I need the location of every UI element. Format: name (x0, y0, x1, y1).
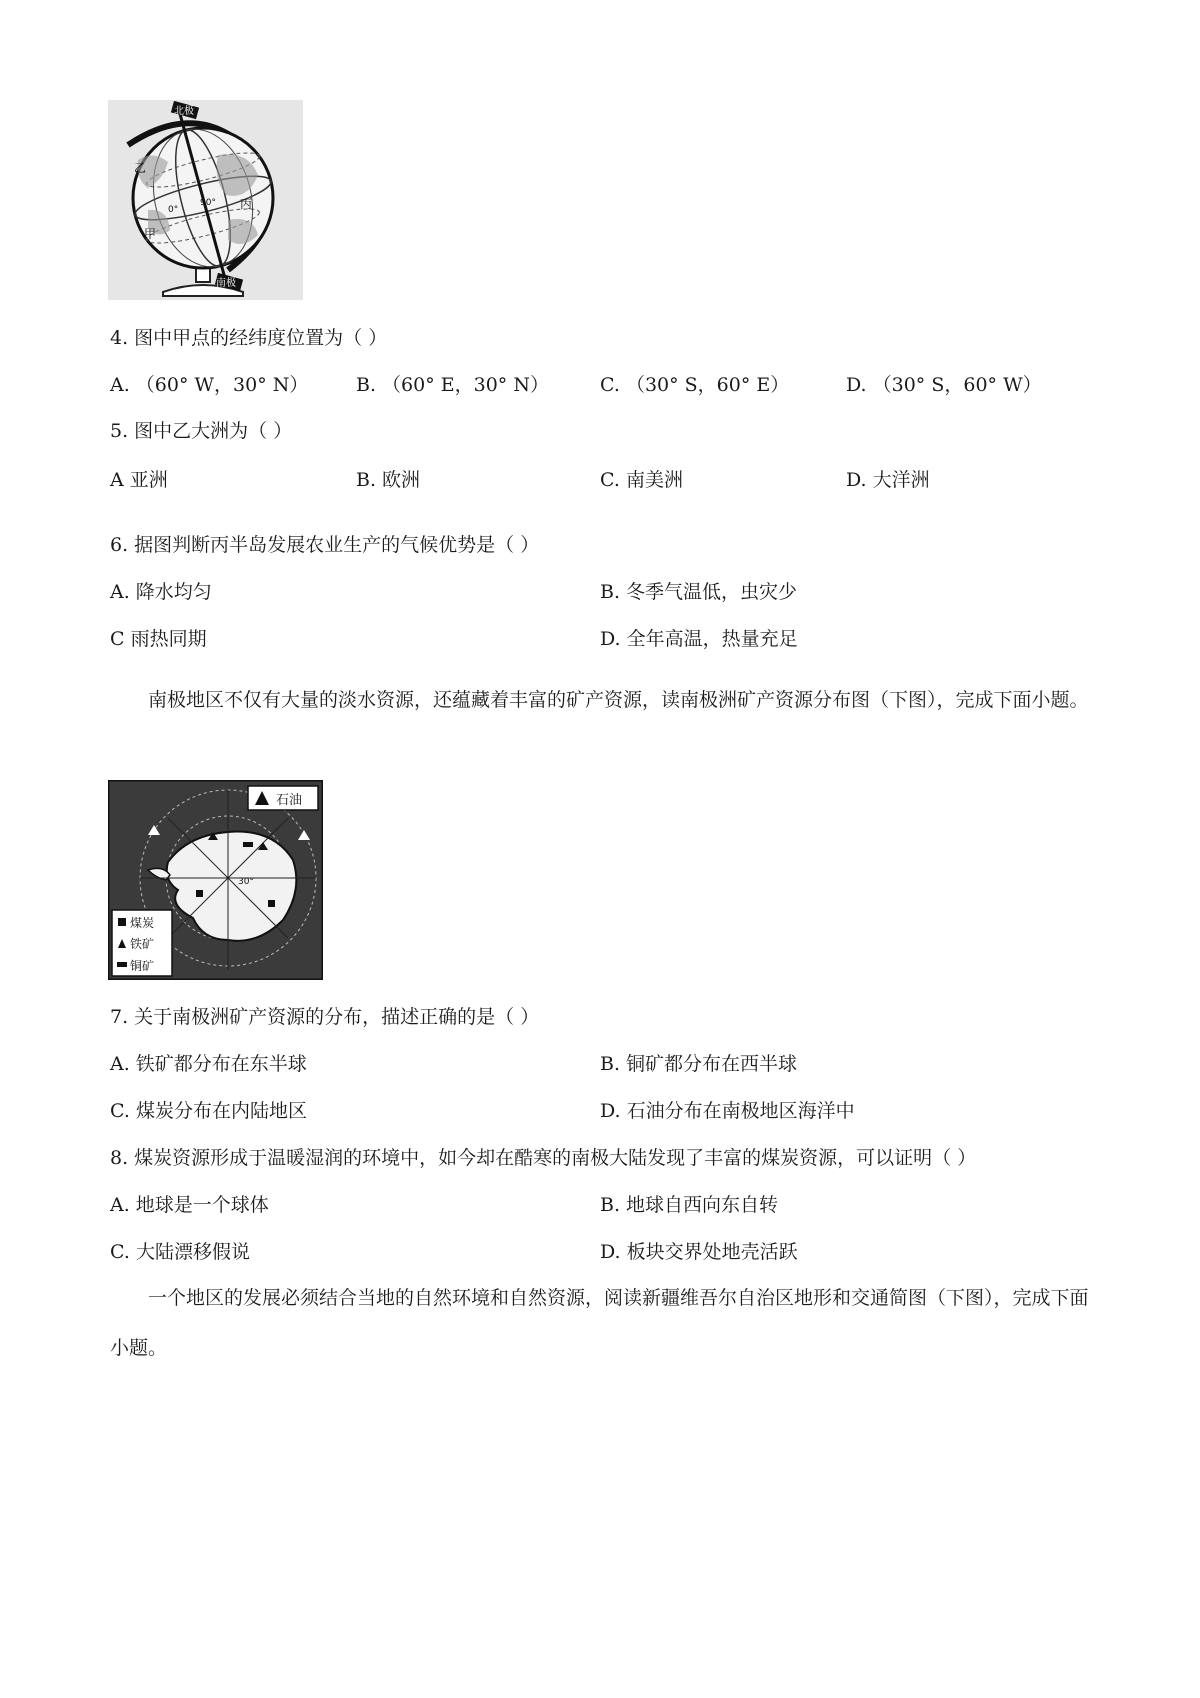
q6-stem: 6. 据图判断丙半岛发展农业生产的气候优势是（ ） (110, 534, 540, 556)
q8-option-c: C. 大陆漂移假说 (110, 1241, 250, 1263)
q6-option-d: D. 全年高温，热量充足 (600, 628, 798, 650)
q7-option-c: C. 煤炭分布在内陆地区 (110, 1100, 307, 1122)
legend-iron-label: 铁矿 (130, 937, 155, 951)
q7-option-d: D. 石油分布在南极地区海洋中 (600, 1100, 855, 1122)
q6-option-a: A. 降水均匀 (110, 581, 212, 603)
q5-option-a: A 亚洲 (110, 469, 168, 491)
north-pole-label: 北极 (174, 106, 194, 117)
label-yi: 乙 (134, 161, 147, 175)
q8-option-b: B. 地球自西向东自转 (600, 1194, 779, 1216)
intro-antarctica: 南极地区不仅有大量的淡水资源，还蕴藏着丰富的矿产资源，读南极洲矿产资源分布图（下图），完成下面小题。 (148, 689, 1089, 711)
q4-option-b: B. （60° E，30° N） (356, 374, 549, 396)
q5-stem: 5. 图中乙大洲为（ ） (110, 420, 293, 442)
label-0: 0° (168, 205, 179, 215)
legend-coal-label: 煤炭 (130, 916, 155, 930)
q8-option-d: D. 板块交界处地壳活跃 (600, 1241, 798, 1263)
q7-option-a: A. 铁矿都分布在东半球 (110, 1053, 307, 1075)
map-degree-label: 30° (238, 877, 254, 887)
q6-option-c: C 雨热同期 (110, 628, 207, 650)
q7-stem: 7. 关于南极洲矿产资源的分布，描述正确的是（ ） (110, 1006, 540, 1028)
q8-option-a: A. 地球是一个球体 (110, 1194, 269, 1216)
south-pole-label: 南极 (216, 278, 236, 289)
q6-option-b: B. 冬季气温低，虫灾少 (600, 581, 798, 603)
q5-option-b: B. 欧洲 (356, 469, 421, 491)
antarctica-map-drawing (108, 780, 323, 980)
globe-drawing (108, 100, 303, 300)
intro-xinjiang: 一个地区的发展必须结合当地的自然环境和自然资源，阅读新疆维吾尔自治区地形和交通简图（下图），完成下面小题。 (110, 1287, 1089, 1359)
legend-oil-label: 石油 (276, 793, 303, 808)
q4-option-a: A. （60° W，30° N） (110, 374, 309, 396)
antarctica-map-figure (108, 780, 323, 980)
legend-copper-label: 铜矿 (130, 959, 155, 973)
globe-figure (108, 100, 303, 300)
q4-option-d: D. （30° S，60° W） (846, 374, 1042, 396)
q5-option-c: C. 南美洲 (600, 469, 683, 491)
q5-option-d: D. 大洋洲 (846, 469, 930, 491)
q4-stem: 4. 图中甲点的经纬度位置为（ ） (110, 327, 388, 349)
label-90: 90° (200, 198, 216, 208)
label-jia: 甲 (144, 227, 157, 241)
label-bing: 丙 (240, 197, 253, 211)
q8-stem: 8. 煤炭资源形成于温暖湿润的环境中，如今却在酷寒的南极大陆发现了丰富的煤炭资源，可以证明（ ） (110, 1147, 977, 1169)
q7-option-b: B. 铜矿都分布在西半球 (600, 1053, 798, 1075)
q4-option-c: C. （30° S，60° E） (600, 374, 790, 396)
